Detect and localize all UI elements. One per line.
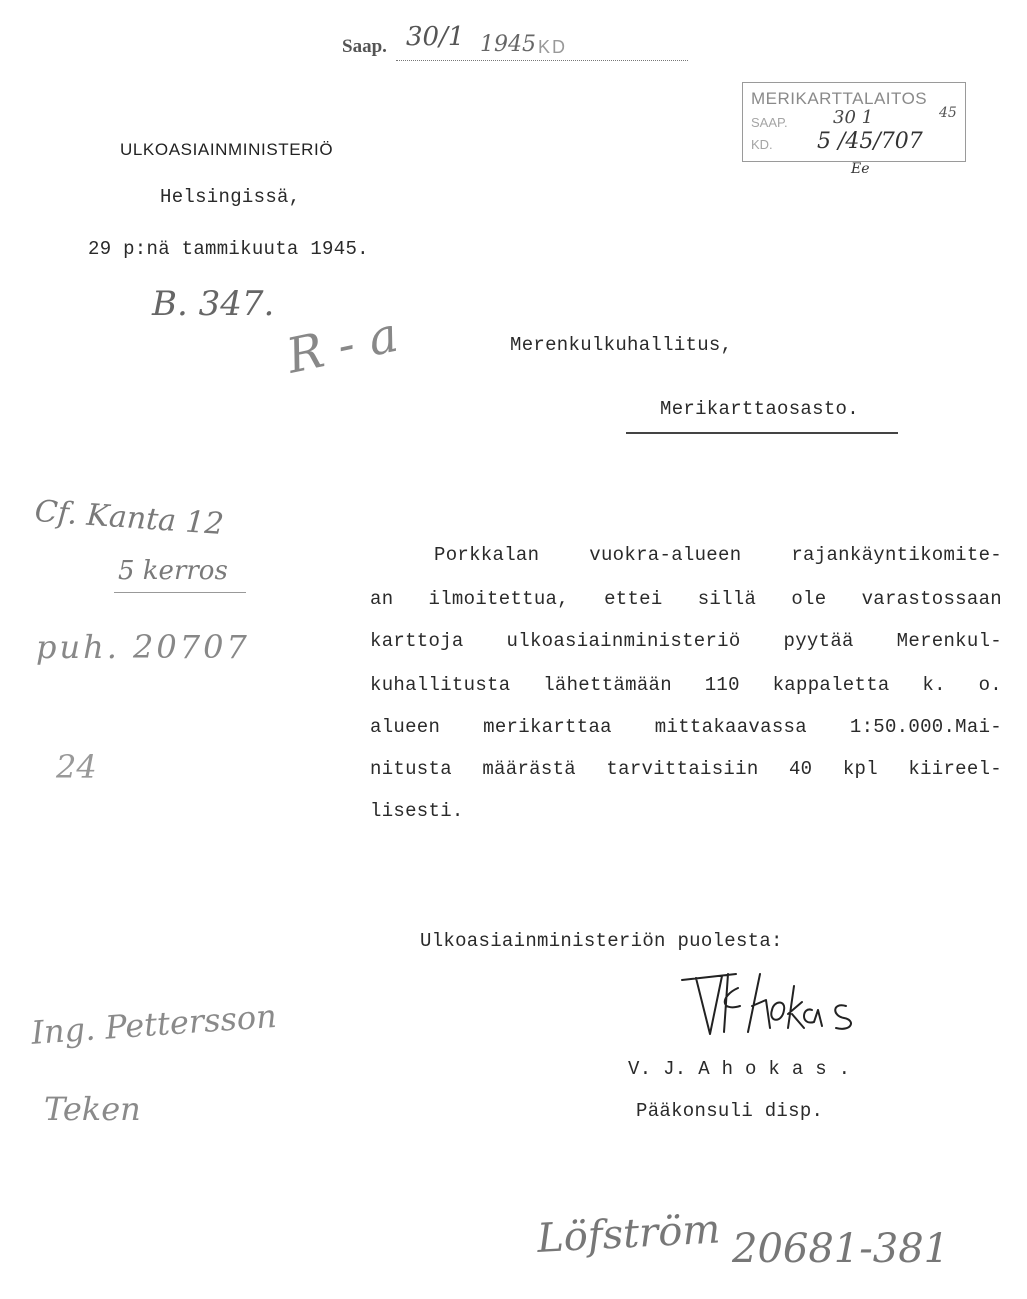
stamp-year: 45 (939, 105, 957, 121)
margin-note-teken: Teken (44, 1090, 141, 1128)
margin-note-kanta: Cf. Kanta 12 (33, 494, 225, 543)
reference-number: B. 347. (152, 284, 275, 324)
stamp-number: 5 /45/707 (817, 129, 923, 154)
closing-behalf: Ulkoasiainministeriön puolesta: (420, 930, 783, 952)
received-date: 30/1 (406, 22, 465, 52)
body-line-3: karttoja ulkoasiainministeriö pyytää Merenkul- (370, 630, 1002, 652)
footer-name: Löfström (536, 1206, 722, 1262)
margin-note-kerros-underline (114, 592, 246, 593)
recipient-line1: Merenkulkuhallitus, (510, 334, 733, 356)
received-year: 1945 (480, 32, 536, 57)
stamp-date: 30 1 (833, 107, 874, 128)
stamp-title: MERIKARTTALAITOS (751, 89, 928, 108)
place-line: Helsingissä, (160, 186, 301, 208)
margin-initials: R - a (282, 306, 403, 385)
body-line-4: kuhallitusta lähettämään 110 kappaletta k. o. (370, 674, 1002, 696)
received-prefix: Saap. (342, 36, 387, 57)
signature (676, 966, 896, 1046)
margin-note-phone: puh. 20707 (36, 628, 250, 666)
received-underline (396, 60, 688, 61)
signer-name: V. J. A h o k a s . (628, 1058, 851, 1080)
signer-title: Pääkonsuli disp. (636, 1100, 824, 1122)
ministry-heading: ULKOASIAINMINISTERIÖ (120, 140, 334, 159)
body-line-5: alueen merikarttaa mittakaavassa 1:50.000.Mai- (370, 716, 1002, 738)
body-line-1: Porkkalan vuokra-alueen rajankäyntikomite- (434, 544, 1002, 566)
date-line: 29 p:nä tammikuuta 1945. (88, 238, 369, 260)
margin-note-kerros: 5 kerros (118, 556, 228, 586)
recipient-line2: Merikarttaosasto. (660, 398, 859, 420)
footer-number: 20681-381 (732, 1226, 950, 1272)
stamp-initials: Ee (851, 161, 870, 177)
received-line (340, 22, 700, 66)
margin-note-pettersson: Ing. Pettersson (30, 996, 278, 1052)
stamp-kd-label: KD. (751, 137, 773, 152)
body-line-6: nitusta määrästä tarvittaisiin 40 kpl kiireel- (370, 758, 1002, 780)
body-line-2: an ilmoitettua, ettei sillä ole varastossaan (370, 588, 1002, 610)
stamp-saap-label: SAAP. (751, 115, 788, 130)
recipient-underline (626, 432, 898, 434)
margin-note-24: 24 (56, 748, 97, 786)
merikarttalaitos-stamp (742, 82, 966, 177)
body-line-7: lisesti. (370, 800, 464, 822)
received-code: KD (538, 37, 568, 57)
